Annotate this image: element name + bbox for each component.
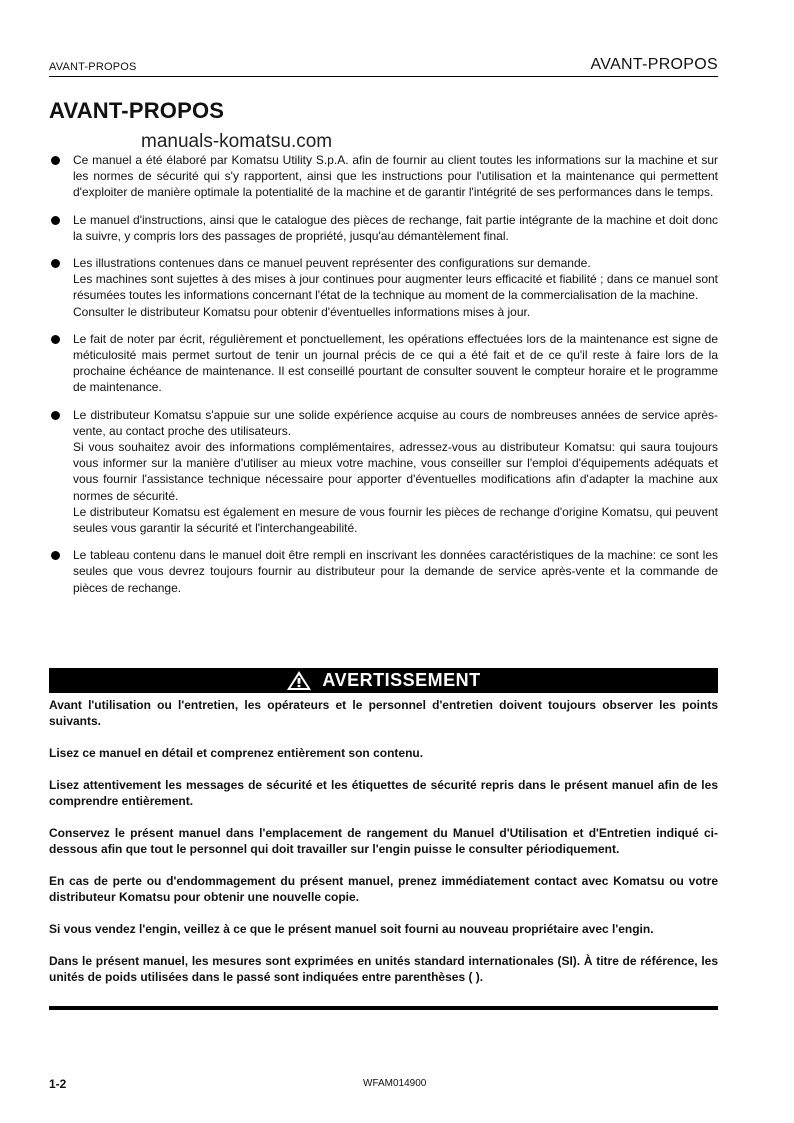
bullet-list <box>49 152 718 607</box>
warning-paragraph: Lisez attentivement les messages de sécurité et les étiquettes de sécurité repris dans le présent manuel afin de les comprendre entièrement. <box>49 778 718 808</box>
bullet-paragraph: Consulter le distributeur Komatsu pour obtenir d'éventuelles informations mises à jour. <box>73 304 531 319</box>
bullet-paragraph: Le distributeur Komatsu s'appuie sur une solide expérience acquise au cours de nombreuses années de service après-vente, au contact proche des utilisateurs. <box>73 407 718 438</box>
bullet-dot-icon <box>51 335 60 344</box>
page-number: 1-2 <box>49 1077 67 1091</box>
bullet-paragraph: Le distributeur Komatsu est également en mesure de vous fournir les pièces de rechange d'origine Komatsu, qui peuvent seules vous garantir la sécurité et l'interchangeabilité. <box>73 504 718 536</box>
bullet-dot-icon <box>51 551 60 560</box>
running-header-right: AVANT-PROPOS <box>590 56 718 73</box>
bullet-paragraph: Ce manuel a été élaboré par Komatsu Utility S.p.A. afin de fournir au client toutes les informations sur la machine et sur les normes de sécurité qui s'y rapportent, ainsi que les instructions pour l'utilisation et la maintenance qui permettent d'exploiter de manière optimale la potentialité de la machine et de garantir l'intégrité de ses performances dans le temps. <box>73 153 718 200</box>
bullet-item <box>49 547 718 596</box>
bullet-paragraph: Le manuel d'instructions, ainsi que le catalogue des pièces de rechange, fait partie intégrante de la machine et doit donc la suivre, y compris lors des passages de propriété, jusqu'au démantèlement final. <box>73 212 718 243</box>
warning-title: AVERTISSEMENT <box>322 670 481 690</box>
warning-paragraph: Conservez le présent manuel dans l'emplacement de rangement du Manuel d'Utilisation et d'Entretien indiqué ci-dessous afin que tout le personnel qui doit travailler sur l'engin puisse le consulter périodiquement. <box>49 826 718 856</box>
warning-body <box>49 697 718 1001</box>
page-title: AVANT-PROPOS <box>49 98 225 123</box>
bullet-dot-icon <box>51 156 60 165</box>
bullet-item <box>49 331 718 396</box>
running-header-left: AVANT-PROPOS <box>49 61 137 73</box>
warning-bottom-rule <box>49 1006 718 1010</box>
warning-paragraph: En cas de perte ou d'endommagement du présent manuel, prenez immédiatement contact avec Komatsu ou votre distributeur Komatsu pour obtenir une nouvelle copie. <box>49 874 718 904</box>
bullet-dot-icon <box>51 411 60 420</box>
header-divider <box>49 76 718 77</box>
bullet-item <box>49 255 718 320</box>
document-code: WFAM014900 <box>363 1078 427 1089</box>
bullet-item <box>49 152 718 201</box>
bullet-dot-icon <box>51 216 60 225</box>
bullet-dot-icon <box>51 259 60 268</box>
watermark-text: manuals-komatsu.com <box>141 131 333 152</box>
warning-banner <box>49 668 718 693</box>
warning-paragraph: Dans le présent manuel, les mesures sont exprimées en unités standard internationales (SI). À titre de référence, les unités de poids utilisées dans le passé sont indiquées entre parenthèses ( ). <box>49 954 718 984</box>
bullet-paragraph: Le tableau contenu dans le manuel doit être rempli en inscrivant les données caractéristiques de la machine: ce sont les seules que vous devrez toujours fournir au distributeur pour la demande de service après-vente et la commande de pièces de rechange. <box>73 548 718 595</box>
bullet-paragraph: Les machines sont sujettes à des mises à jour continues pour augmenter leurs efficacité et fiabilité ; dans ce manuel sont résumées toutes les informations concernant l'état de la technique au moment de la commercialisation de la machine. <box>73 272 718 303</box>
warning-paragraph: Avant l'utilisation ou l'entretien, les opérateurs et le personnel d'entretien doivent toujours observer les points suivants. <box>49 698 718 728</box>
warning-paragraph: Lisez ce manuel en détail et comprenez entièrement son contenu. <box>49 746 424 760</box>
bullet-paragraph: Si vous souhaitez avoir des informations complémentaires, adressez-vous au distributeur Komatsu: qui saura toujours vous informer sur la manière d'utiliser au mieux votre machine, vous conseiller sur l'emploi d'équipements adéquats et vous fournir l'assistance technique nécessaire pour apporter d'éventuelles modifications afin d'adapter la machine aux normes de sécurité. <box>73 440 718 503</box>
warning-triangle-icon <box>286 670 312 691</box>
bullet-paragraph: Les illustrations contenues dans ce manuel peuvent représenter des configurations sur demande. <box>73 256 591 271</box>
bullet-item <box>49 212 718 244</box>
bullet-item <box>49 407 718 537</box>
bullet-paragraph: Le fait de noter par écrit, régulièrement et ponctuellement, les opérations effectuées lors de la maintenance est signe de méticulosité mais permet surtout de tenir un journal précis de ce qui a été fait et de ce qu'il reste à faire lors de la prochaine échéance de maintenance. Il est conseillé pourtant de consulter souvent le compteur horaire et le programme de maintenance. <box>73 331 718 395</box>
warning-paragraph: Si vous vendez l'engin, veillez à ce que le présent manuel soit fourni au nouveau propriétaire avec l'engin. <box>49 922 654 936</box>
